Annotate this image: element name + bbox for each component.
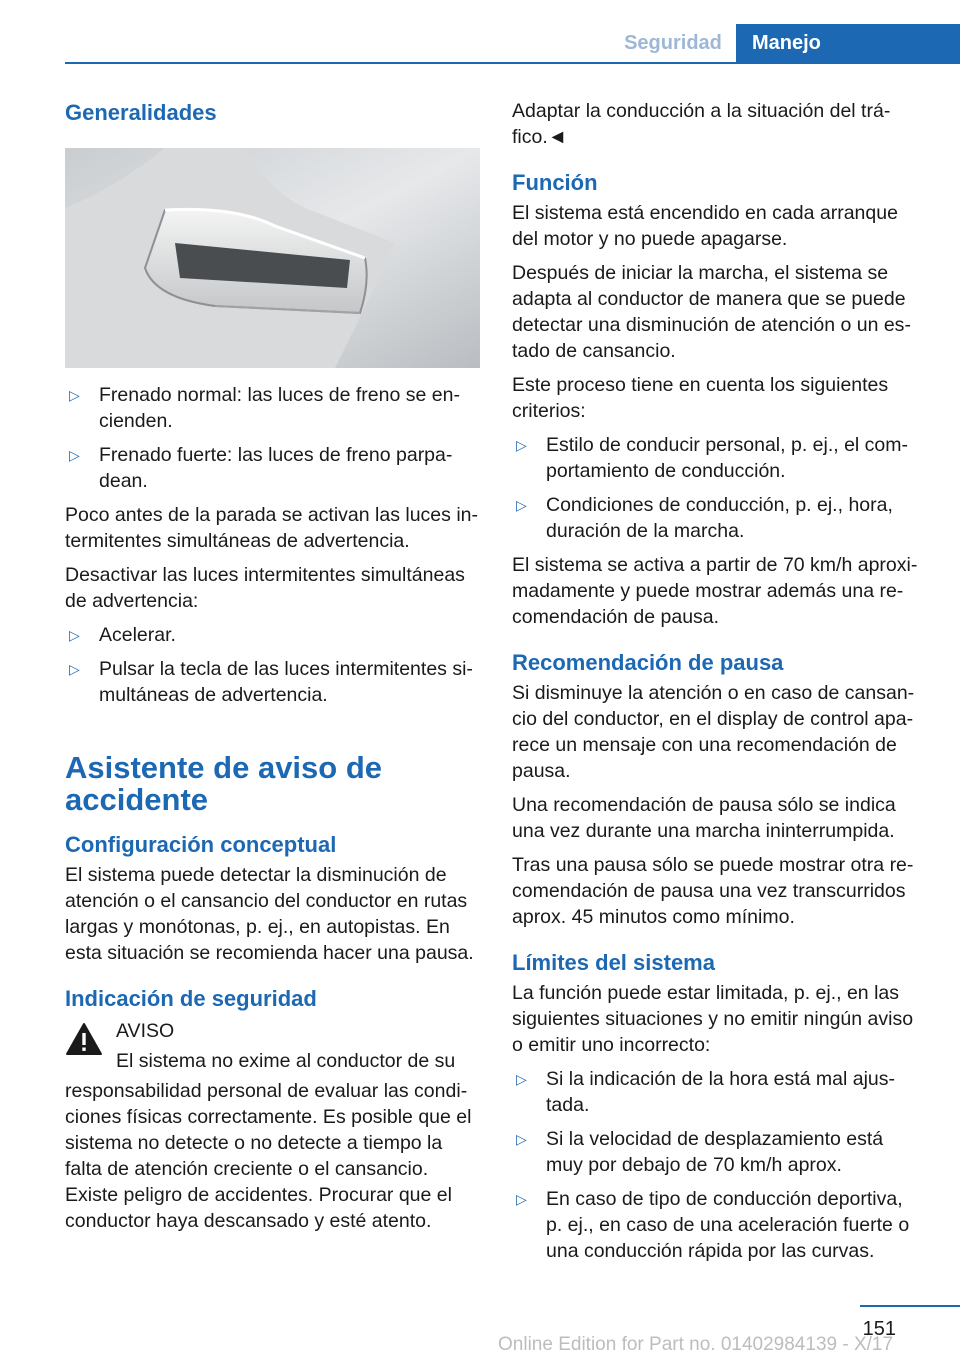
paragraph: Desactivar las luces intermitentes simultáneas de advertencia: (65, 564, 465, 612)
list-item: ▷ En caso de tipo de conducción deportiva, p. ej., en caso de una aceleración fuerte o una conducción rápida por las curvas. (516, 1188, 910, 1262)
triangle-bullet-icon: ▷ (516, 437, 527, 453)
left-column (65, 98, 480, 1242)
right-column (512, 98, 924, 1272)
page-number: 151 (862, 1318, 896, 1340)
triangle-bullet-icon: ▷ (69, 447, 80, 463)
paragraph: Poco antes de la parada se activan las luces intermitentes simultáneas de advertencia. (65, 504, 479, 552)
triangle-bullet-icon: ▷ (69, 387, 80, 403)
heading-funcion: Función (512, 170, 598, 195)
list-item: ▷ Si la velocidad de desplazamiento está muy por debajo de 70 km/h aprox. (516, 1128, 884, 1176)
header-rule (65, 62, 960, 64)
paragraph: El sistema está encendido en cada arranque del motor y no puede apagarse. (512, 202, 898, 250)
heading-limites: Límites del sistema (512, 950, 715, 975)
triangle-bullet-icon: ▷ (69, 661, 80, 677)
list-item: ▷ Frenado fuerte: las luces de freno parpadean. (69, 444, 453, 492)
heading-pausa: Recomendación de pausa (512, 650, 784, 675)
triangle-bullet-icon: ▷ (516, 1071, 527, 1087)
warning-triangle-icon (65, 1022, 103, 1056)
heading-config: Configuración conceptual (65, 832, 337, 857)
warning-box (65, 1018, 480, 1234)
list-item: ▷ Si la indicación de la hora está mal ajustada. (516, 1068, 896, 1116)
paragraph: Tras una pausa sólo se puede mostrar otra recomendación de pausa una vez transcurridos aprox. 45 minutos como mínimo. (512, 854, 914, 928)
triangle-bullet-icon: ▷ (516, 1131, 527, 1147)
warning-text: responsabilidad personal de evaluar las condiciones físicas correctamente. Es posible que el sistema no detecte o no detecte a tiempo la falta de atención creciente o el cansancio. Existe peligro de accidentes. Procurar que el conductor haya descansado y esté atento. (65, 1080, 472, 1232)
list-item: ▷ Acelerar. (69, 624, 176, 646)
criteria-list (512, 432, 924, 544)
paragraph: Si disminuye la atención o en caso de cansancio del conductor, en el display de control aparece un mensaje con una recomendación de pausa. (512, 682, 915, 782)
triangle-bullet-icon: ▷ (516, 497, 527, 513)
list-item: ▷ Pulsar la tecla de las luces intermitentes simultáneas de advertencia. (69, 658, 473, 706)
triangle-bullet-icon: ▷ (516, 1191, 527, 1207)
heading-generalidades: Generalidades (65, 100, 217, 125)
section-title: Asistente de aviso de accidente (65, 750, 383, 817)
limits-list (512, 1066, 924, 1264)
paragraph: Este proceso tiene en cuenta los siguientes criterios: (512, 374, 889, 422)
paragraph: El sistema puede detectar la disminución de atención o el cansancio del conductor en rutas largas y monótonas, p. ej., en autopistas. En esta situación se recomienda hacer una pausa. (65, 864, 474, 964)
triangle-bullet-icon: ▷ (69, 627, 80, 643)
warning-label: AVISO (116, 1020, 175, 1042)
paragraph: Adaptar la conducción a la situación del tráfico.◄ (512, 100, 891, 148)
footer-rule (860, 1305, 960, 1307)
tab-manejo[interactable]: Manejo (736, 24, 960, 62)
list-item: ▷ Condiciones de conducción, p. ej., hora, duración de la marcha. (516, 494, 893, 542)
tab-seguridad[interactable]: Seguridad (624, 32, 722, 54)
tail-light-photo (65, 148, 480, 368)
heading-safety: Indicación de seguridad (65, 986, 317, 1011)
deactivate-list (65, 622, 480, 708)
paragraph: El sistema se activa a partir de 70 km/h aproximadamente y puede mostrar además una recomendación de pausa. (512, 554, 918, 628)
edition-footer: Online Edition for Part no. 01402984139 - X/17 (498, 1334, 894, 1355)
paragraph: Después de iniciar la marcha, el sistema se adapta al conductor de manera que se puede detectar una disminución de atención o un estado de cansancio. (512, 262, 911, 362)
paragraph: La función puede estar limitada, p. ej., en las siguientes situaciones y no emitir ningún aviso o emitir uno incorrecto: (512, 982, 914, 1056)
brake-list (65, 382, 480, 494)
warning-text: El sistema no exime al conductor de su (116, 1050, 456, 1072)
paragraph: Una recomendación de pausa sólo se indica una vez durante una marcha ininterrumpida. (512, 794, 896, 842)
list-item: ▷ Frenado normal: las luces de freno se encienden. (69, 384, 460, 432)
list-item: ▷ Estilo de conducir personal, p. ej., el comportamiento de conducción. (516, 434, 909, 482)
